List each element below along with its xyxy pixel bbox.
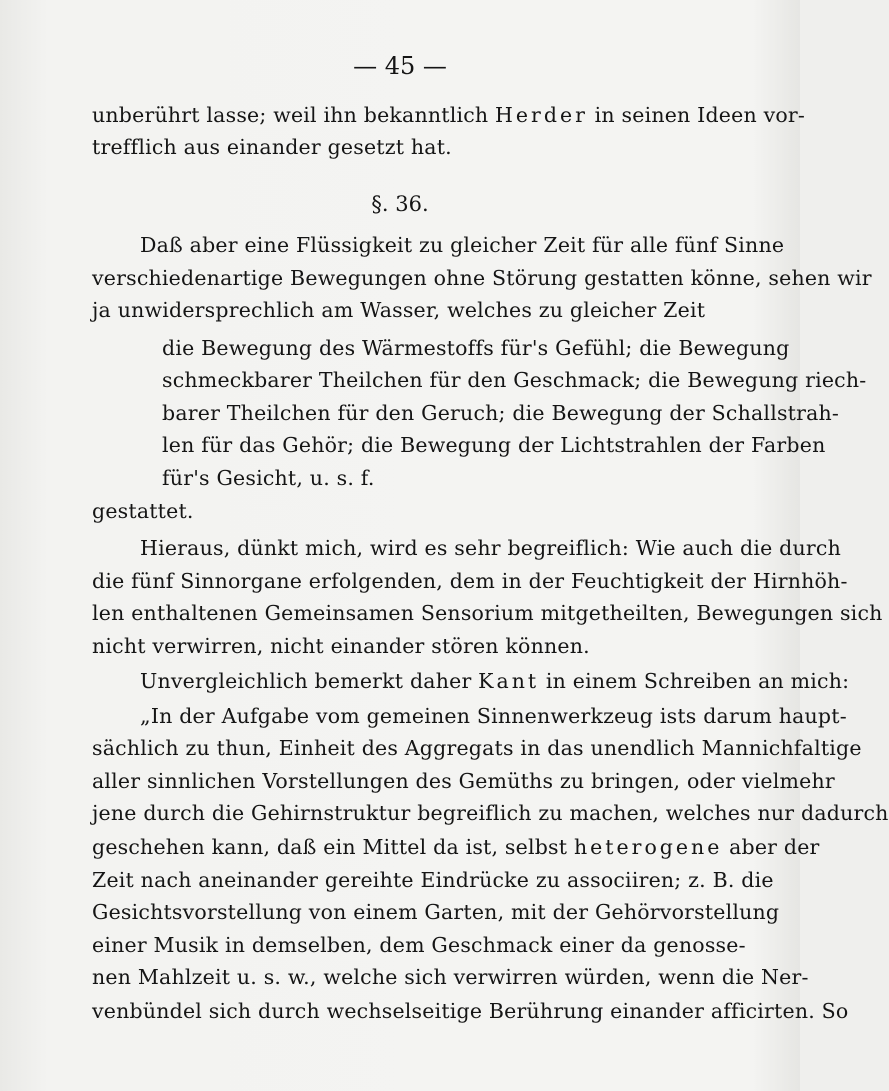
text-line [140,703,847,729]
text-segment: einer Musik in demselben, dem Geschmack einer da genosse- [92,933,746,957]
text-segment: ja unwidersprechlich am Wasser, welches zu gleicher Zeit [92,298,706,322]
emphasized-name: Kant [478,669,540,693]
text-segment: unberührt lasse; weil ihn bekanntlich [92,103,496,127]
text-segment: len für das Gehör; die Bewegung der Lichtstrahlen der Farben [162,433,826,457]
text-segment: aber der [722,835,820,859]
text-segment: geschehen kann, daß ein Mittel da ist, selbst [92,835,574,859]
text-line [92,998,849,1024]
text-line [92,735,862,761]
text-segment: in seinen Ideen vor- [587,103,806,127]
text-segment: Zeit nach aneinander gereihte Eindrücke zu associiren; z. B. die [92,868,774,892]
text-line [162,400,840,426]
text-line [92,932,746,958]
page-number: — 45 — [353,52,447,80]
text-line [162,335,790,361]
text-segment: schmeckbarer Theilchen für den Geschmack; die Bewegung riech- [162,368,867,392]
text-line [140,232,785,258]
text-segment: venbündel sich durch wechselseitige Berührung einander afficirten. So [92,999,849,1023]
text-line [92,498,194,524]
text-line [162,367,867,393]
text-line [92,297,705,323]
text-line [92,134,452,160]
text-line [92,265,872,291]
text-segment: Hieraus, dünkt mich, wird es sehr begreiflich: Wie auch die durch [140,536,841,560]
text-segment: jene durch die Gehirnstruktur begreiflich zu machen, welches nur dadurch [92,801,889,825]
text-segment: sächlich zu thun, Einheit des Aggregats in das unendlich Mannichfaltige [92,736,862,760]
text-segment: verschiedenartige Bewegungen ohne Störung gestatten könne, sehen wir [92,266,872,290]
text-segment: nicht verwirren, nicht einander stören können. [92,634,590,658]
text-line [140,668,850,694]
text-segment: für's Gesicht, u. s. f. [162,466,375,490]
text-line [162,465,375,491]
text-line [92,633,590,659]
text-segment: Unvergleichlich bemerkt daher [140,669,479,693]
text-line [92,964,809,990]
text-line [140,535,841,561]
text-line [92,102,806,128]
text-segment: die Bewegung des Wärmestoffs für's Gefühl; die Bewegung [162,336,790,360]
emphasized-name: Herder [495,103,588,127]
text-line [92,834,820,860]
text-line [92,800,889,826]
text-segment: gestattet. [92,499,194,523]
text-line [92,568,848,594]
text-line [92,899,780,925]
text-line [92,768,835,794]
text-segment: „In der Aufgabe vom gemeinen Sinnenwerkzeug ists darum haupt- [140,704,847,728]
text-segment: len enthaltenen Gemeinsamen Sensorium mitgetheilten, Bewegungen sich [92,601,883,625]
emphasized-name: heterogene [573,835,723,859]
text-segment: Gesichtsvorstellung von einem Garten, mit der Gehörvorstellung [92,900,780,924]
section-heading: §. 36. [371,192,429,216]
text-line [92,867,774,893]
text-segment: trefflich aus einander gesetzt hat. [92,135,452,159]
text-segment: die fünf Sinnorgane erfolgenden, dem in der Feuchtigkeit der Hirnhöh- [92,569,848,593]
text-segment: barer Theilchen für den Geruch; die Bewegung der Schallstrah- [162,401,840,425]
text-segment: aller sinnlichen Vorstellungen des Gemüths zu bringen, oder vielmehr [92,769,835,793]
text-line [162,432,826,458]
text-segment: Daß aber eine Flüssigkeit zu gleicher Zeit für alle fünf Sinne [140,233,785,257]
text-segment: in einem Schreiben an mich: [539,669,850,693]
text-segment: nen Mahlzeit u. s. w., welche sich verwirren würden, wenn die Ner- [92,965,809,989]
text-line [92,600,883,626]
